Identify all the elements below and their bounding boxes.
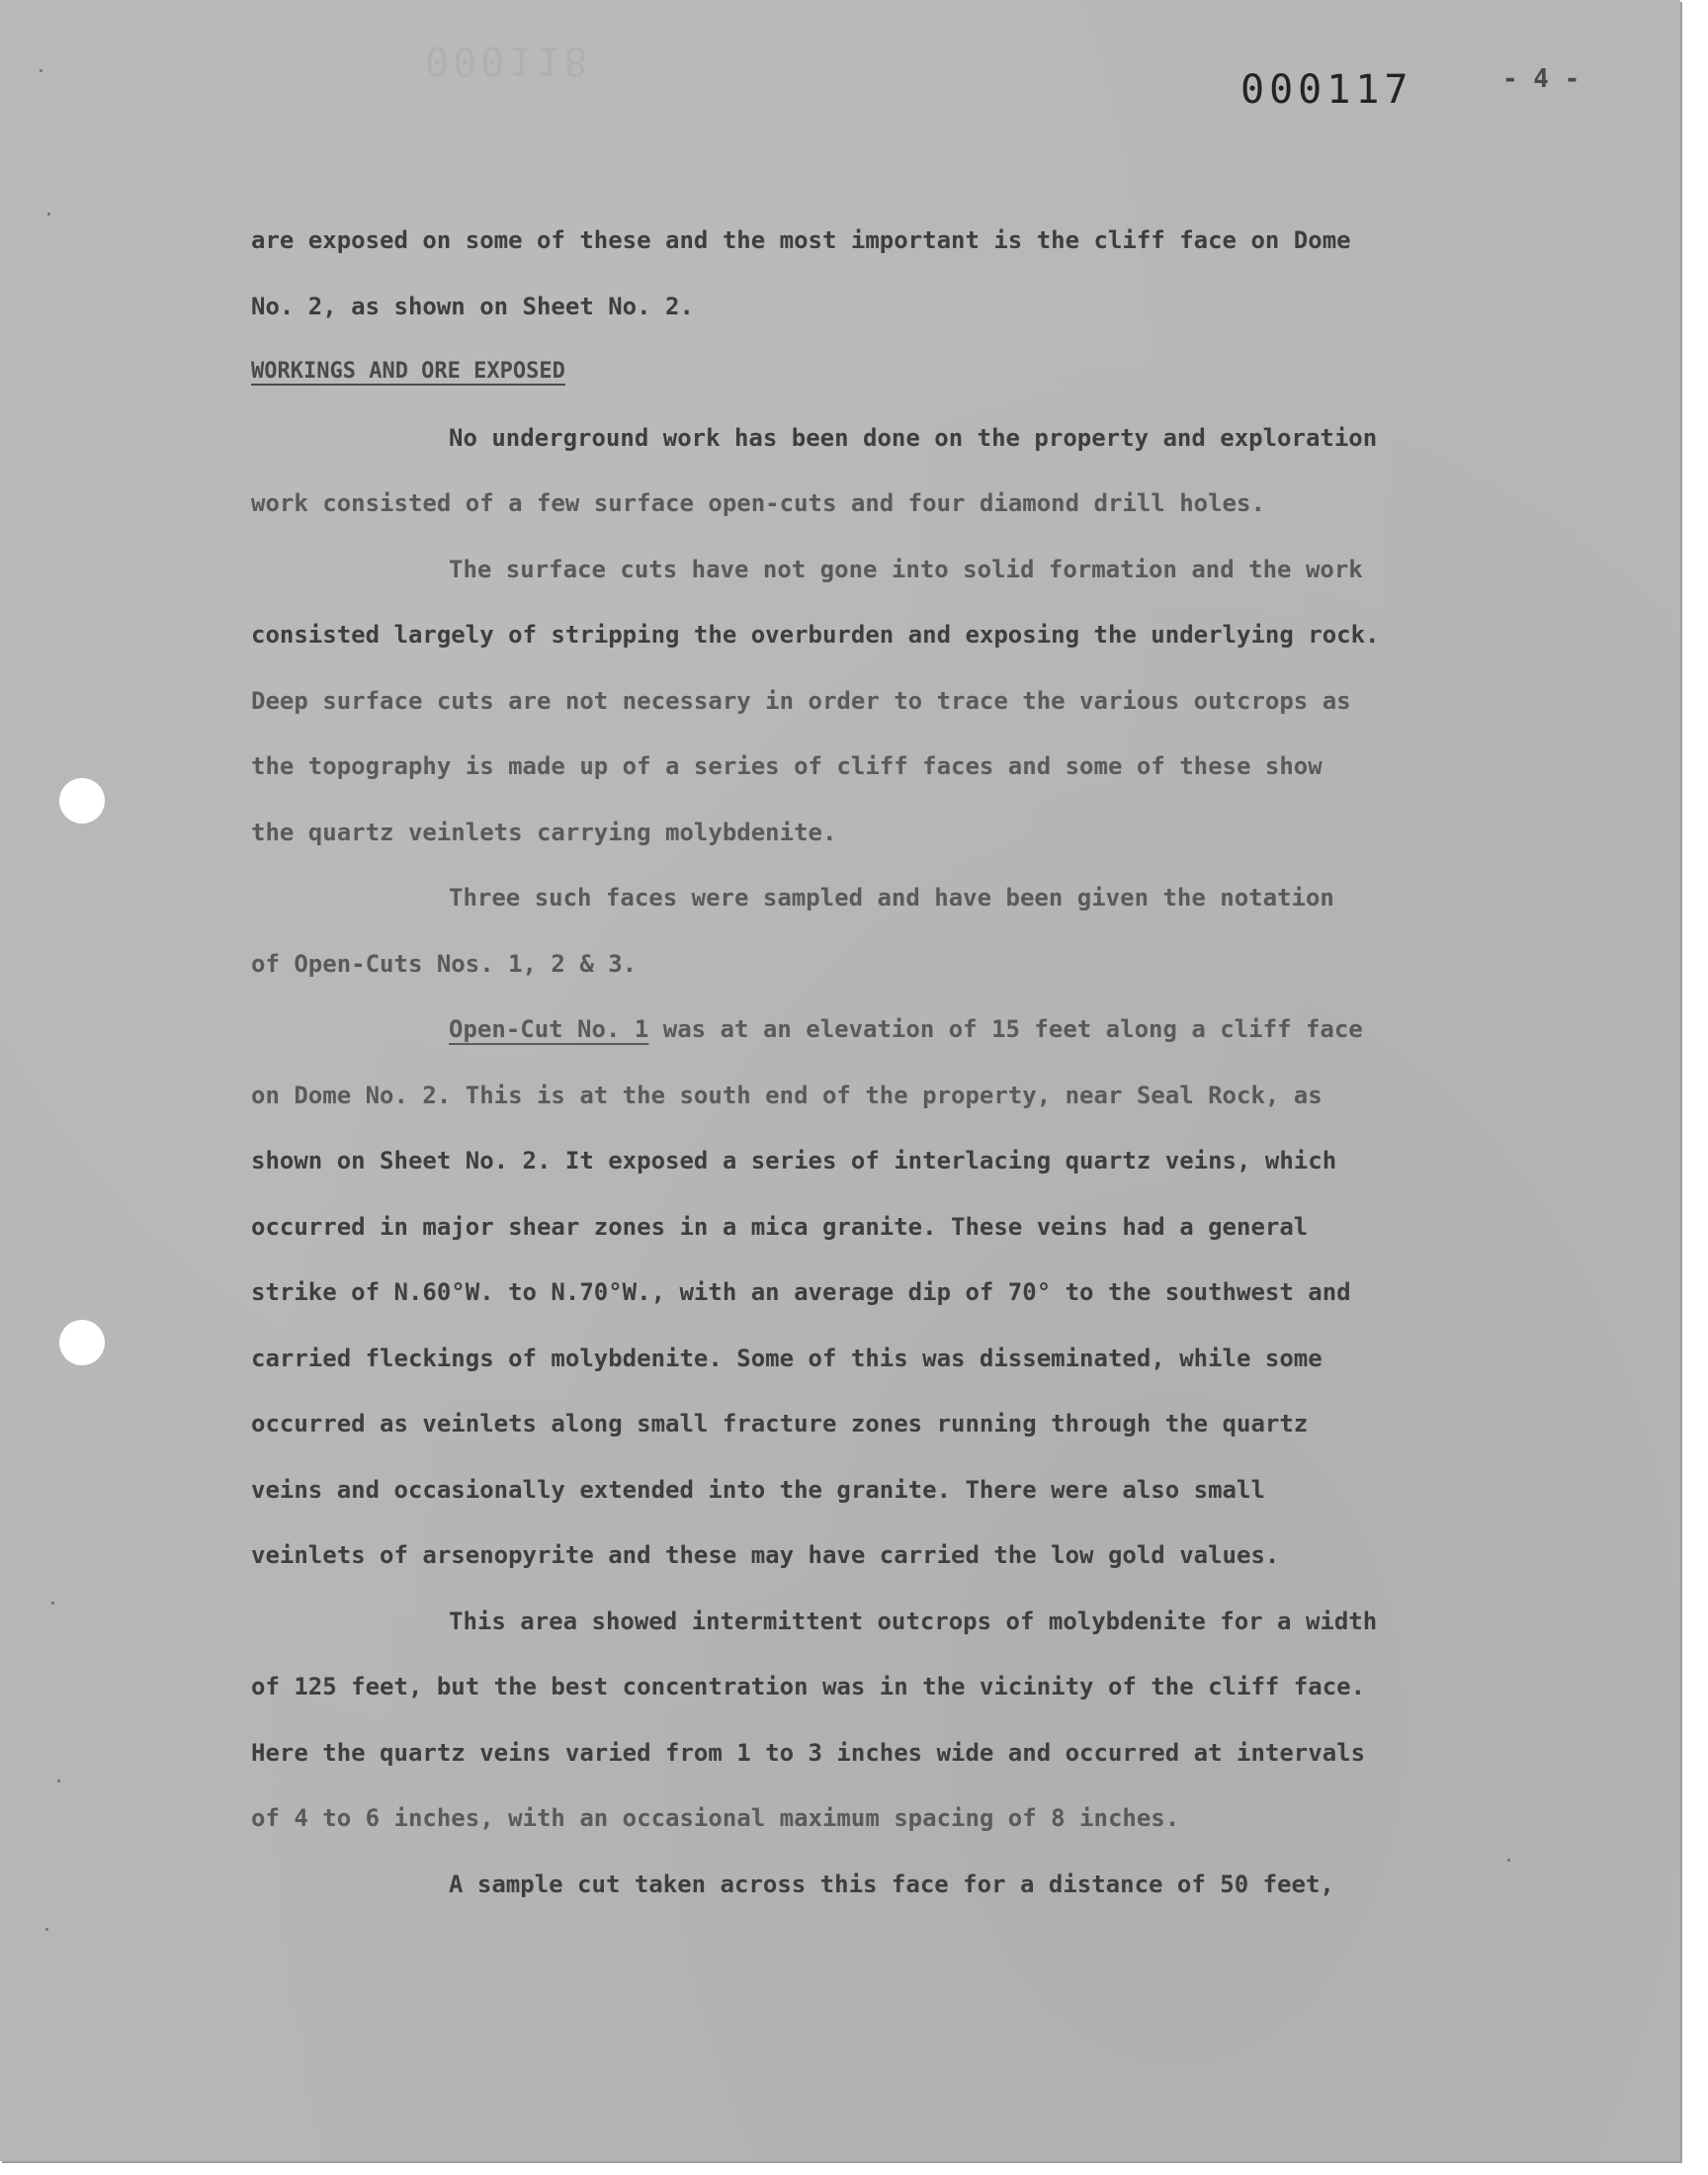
text-line: Here the quartz veins varied from 1 to 3 inches wide and occurred at intervals [251, 1738, 1366, 1767]
page-number: - 4 - [1502, 64, 1580, 94]
text-line: veins and occasionally extended into the granite. There were also small [251, 1475, 1265, 1504]
text-line: No underground work has been done on the property and exploration [449, 423, 1378, 452]
document-number: 000117 [1240, 67, 1413, 113]
text-line: This area showed intermittent outcrops of molybdenite for a width [449, 1607, 1378, 1635]
section-heading: WORKINGS AND ORE EXPOSED [251, 359, 565, 384]
text-line: shown on Sheet No. 2. It exposed a series of interlacing quartz veins, which [251, 1147, 1337, 1174]
text-line: carried fleckings of molybdenite. Some of this was disseminated, while some [251, 1344, 1323, 1372]
text-line: occurred as veinlets along small fracture zones running through the quartz [251, 1410, 1309, 1437]
document-body [251, 208, 1566, 1917]
text-line: of 125 feet, but the best concentration was in the vicinity of the cliff face. [251, 1673, 1366, 1700]
punch-hole [59, 778, 105, 824]
text-line: consisted largely of stripping the overburden and exposing the underlying rock. [251, 621, 1380, 649]
text-line: Three such faces were sampled and have been given the notation [449, 884, 1334, 912]
paper-speck [51, 1602, 54, 1605]
text-line: veinlets of arsenopyrite and these may have carried the low gold values. [251, 1541, 1280, 1569]
text-line: A sample cut taken across this face for a distance of 50 feet, [449, 1870, 1334, 1898]
text-line: of Open-Cuts Nos. 1, 2 & 3. [251, 949, 638, 978]
punch-hole [59, 1320, 105, 1365]
text-line: occurred in major shear zones in a mica granite. These veins had a general [251, 1212, 1309, 1241]
paper-speck [57, 1780, 60, 1783]
paper-speck [45, 1928, 48, 1931]
text-segment: was at an elevation of 15 feet along a cliff face [648, 1015, 1363, 1043]
paper-speck [40, 69, 43, 72]
text-line: are exposed on some of these and the most important is the cliff face on Dome [251, 226, 1351, 254]
text-line: on Dome No. 2. This is at the south end of the property, near Seal Rock, as [251, 1081, 1323, 1109]
text-line: the topography is made up of a series of cliff faces and some of these show [251, 752, 1323, 780]
text-line: Deep surface cuts are not necessary in order to trace the various outcrops as [251, 686, 1351, 715]
text-line: The surface cuts have not gone into solid formation and the work [449, 555, 1363, 583]
text-line: of 4 to 6 inches, with an occasional maximum spacing of 8 inches. [251, 1804, 1180, 1832]
paper-speck [1507, 1859, 1510, 1862]
text-line: No. 2, as shown on Sheet No. 2. [251, 292, 694, 320]
paper-speck [47, 213, 50, 216]
text-line: strike of N.60°W. to N.70°W., with an average dip of 70° to the southwest and [251, 1278, 1351, 1306]
text-line [251, 997, 1566, 1063]
open-cut-label: Open-Cut No. 1 [449, 1015, 649, 1043]
faint-bleedthrough-number: 000118 [425, 38, 592, 83]
text-line: work consisted of a few surface open-cuts and four diamond drill holes. [251, 489, 1265, 517]
text-line: the quartz veinlets carrying molybdenite. [251, 818, 837, 846]
